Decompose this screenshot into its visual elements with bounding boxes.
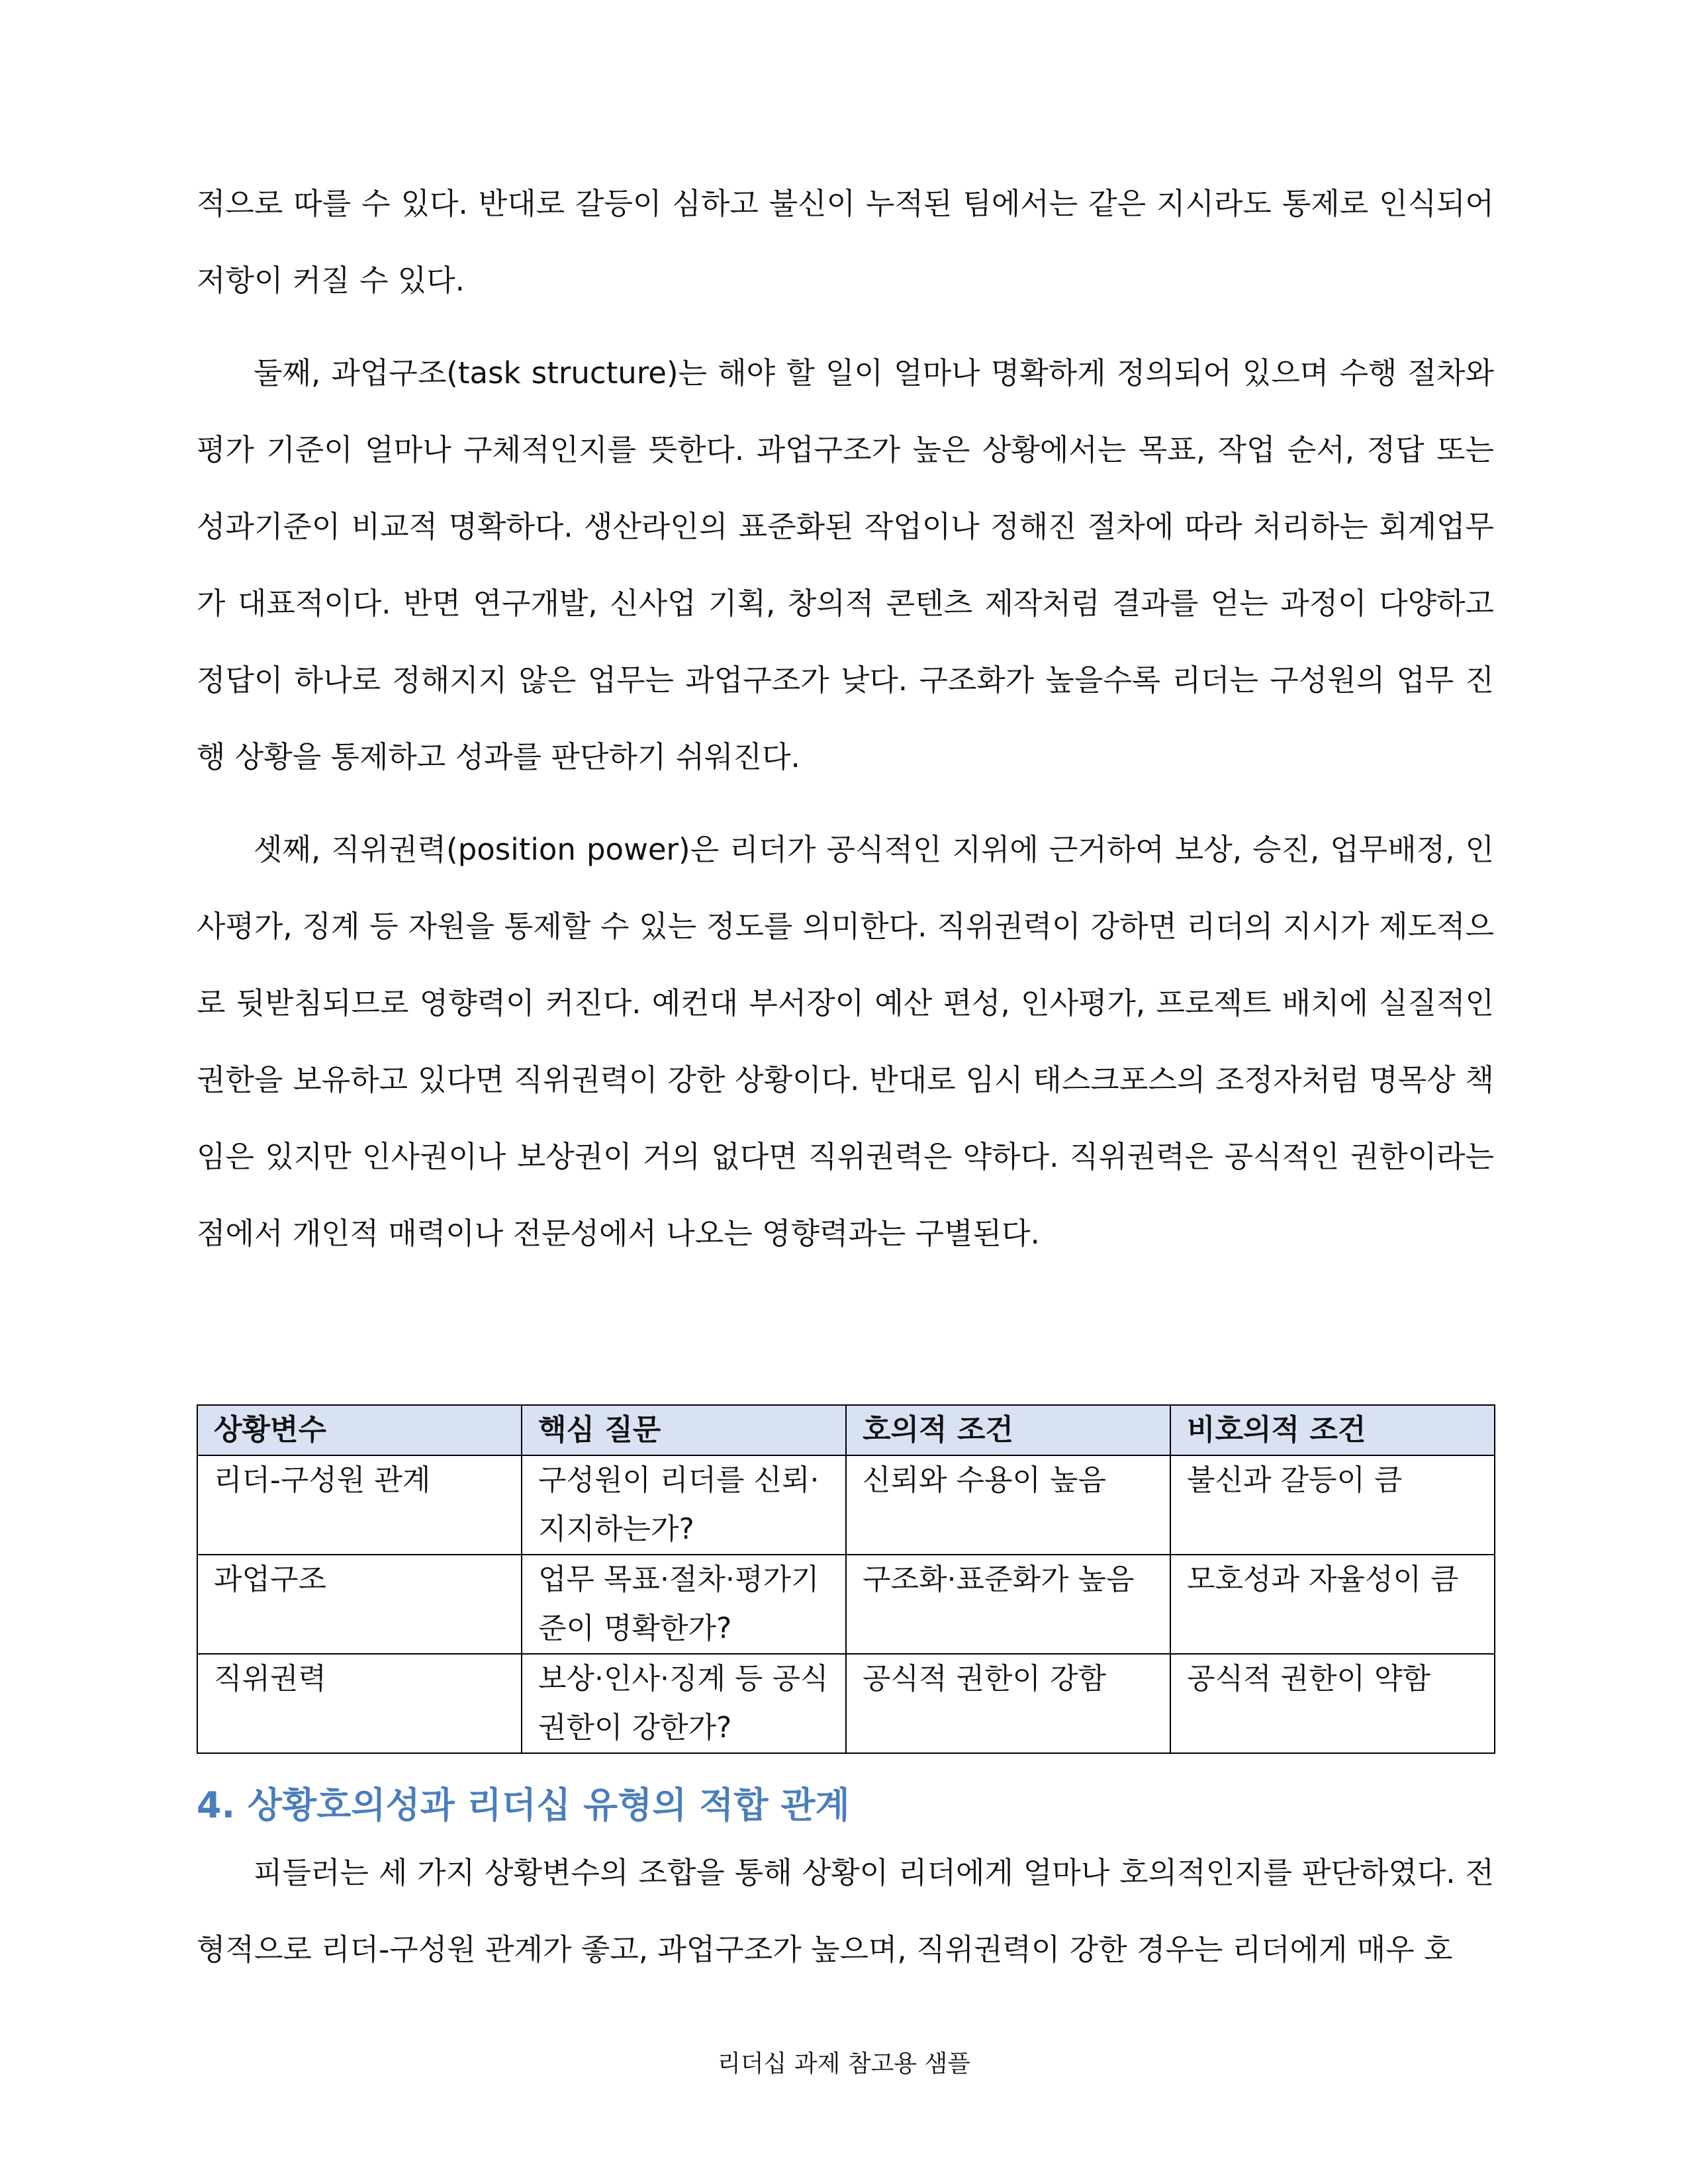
- table-cell: 공식적 권한이 약함: [1170, 1654, 1495, 1753]
- table-cell: 구조화·표준화가 높음: [846, 1555, 1170, 1654]
- table-cell: 모호성과 자율성이 큼: [1170, 1555, 1495, 1654]
- page-footer: 리더십 과제 참고용 샘플: [717, 2050, 971, 2077]
- table-header-cell: 호의적 조건: [846, 1405, 1170, 1455]
- table-cell: 보상·인사·징계 등 공식 권한이 강한가?: [522, 1654, 846, 1753]
- table-cell: 신뢰와 수용이 높음: [846, 1455, 1170, 1555]
- table-row: [197, 1654, 1495, 1753]
- table-header-cell: 비호의적 조건: [1170, 1405, 1495, 1455]
- paragraph-continued: 적으로 따를 수 있다. 반대로 갈등이 심하고 불신이 누적된 팀에서는 같은 지시라도 통제로 인식되어 저항이 커질 수 있다.: [197, 186, 1494, 298]
- paragraph-position-power: 셋째, 직위권력(position power)은 리더가 공식적인 지위에 근거하여 보상, 승진, 업무배정, 인사평가, 징계 등 자원을 통제할 수 있는 정도를 의미한다. 직위권력이 강하면 리더의 지시가 제도적으로 뒷받침되므로 영향력이 커진다. 예컨대 부서장이 예산 편성, 인사평가, 프로젝트 배치에 실질적인 권한을 보유하고 있다면 직위권력이 강한 상황이다. 반대로 임시 태스크포스의 조정자처럼 명목상 책임은 있지만 인사권이나 보상권이 거의 없다면 직위권력은 약하다. 직위권력은 공식적인 권한이라는 점에서 개인적 매력이나 전문성에서 나오는 영향력과는 구별된다.: [197, 832, 1494, 1251]
- paragraph-fiedler-favorability: 피들러는 세 가지 상황변수의 조합을 통해 상황이 리더에게 얼마나 호의적인지를 판단하였다. 전형적으로 리더-구성원 관계가 좋고, 과업구조가 높으며, 직위권력이 강한 경우는 리더에게 매우 호: [197, 1855, 1494, 1967]
- table-header-cell: 상황변수: [197, 1405, 522, 1455]
- situational-variables-table: [197, 1404, 1495, 1754]
- table-cell: 리더-구성원 관계: [197, 1455, 522, 1555]
- table-cell: 공식적 권한이 강함: [846, 1654, 1170, 1753]
- table-cell: 과업구조: [197, 1555, 522, 1654]
- table-cell: 구성원이 리더를 신뢰·지지하는가?: [522, 1455, 846, 1555]
- paragraph-task-structure: 둘째, 과업구조(task structure)는 해야 할 일이 얼마나 명확하게 정의되어 있으며 수행 절차와 평가 기준이 얼마나 구체적인지를 뜻한다. 과업구조가 높은 상황에서는 목표, 작업 순서, 정답 또는 성과기준이 비교적 명확하다. 생산라인의 표준화된 작업이나 정해진 절차에 따라 처리하는 회계업무가 대표적이다. 반면 연구개발, 신사업 기획, 창의적 콘텐츠 제작처럼 결과를 얻는 과정이 다양하고 정답이 하나로 정해지지 않은 업무는 과업구조가 낮다. 구조화가 높을수록 리더는 구성원의 업무 진행 상황을 통제하고 성과를 판단하기 쉬워진다.: [197, 355, 1494, 774]
- table-cell: 불신과 갈등이 큼: [1170, 1455, 1495, 1555]
- table-header-cell: 핵심 질문: [522, 1405, 846, 1455]
- table-row: [197, 1555, 1495, 1654]
- table-cell: 직위권력: [197, 1654, 522, 1753]
- section-heading: 4. 상황호의성과 리더십 유형의 적합 관계: [197, 1784, 850, 1826]
- table-row: [197, 1455, 1495, 1555]
- table-cell: 업무 목표·절차·평가기준이 명확한가?: [522, 1555, 846, 1654]
- table-header-row: [197, 1405, 1495, 1455]
- page-body: [197, 165, 1494, 1988]
